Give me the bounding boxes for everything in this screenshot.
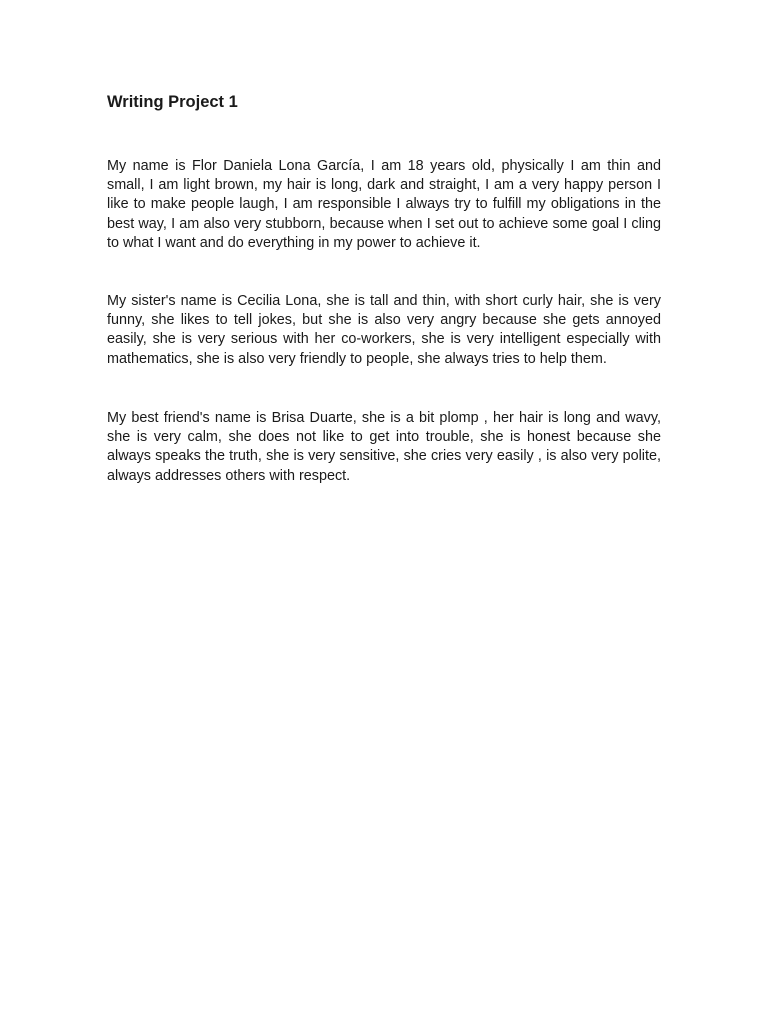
paragraph-sister-description: My sister's name is Cecilia Lona, she is tall and thin, with short curly hair, she is very funny, she likes to tell jokes, but she is also very angry because she gets annoyed easily, she is very serious with her co-workers, she is very intelligent especially with mathematics, she is also very friendly to people, she always tries to help them. — [107, 293, 661, 367]
document-title: Writing Project 1 — [107, 93, 238, 111]
paragraph-best-friend-description: My best friend's name is Brisa Duarte, she is a bit plomp , her hair is long and wavy, she is very calm, she does not like to get into trouble, she is honest because she always speaks the truth, she is very sensitive, she cries very easily , is also very polite, always addresses others with respect. — [107, 410, 661, 484]
paragraph-self-description: My name is Flor Daniela Lona García, I am 18 years old, physically I am thin and small, I am light brown, my hair is long, dark and straight, I am a very happy person I like to make people laugh, I am responsible I always try to fulfill my obligations in the best way, I am also very stubborn, because when I set out to achieve some goal I cling to what I want and do everything in my power to achieve it. — [107, 158, 661, 251]
